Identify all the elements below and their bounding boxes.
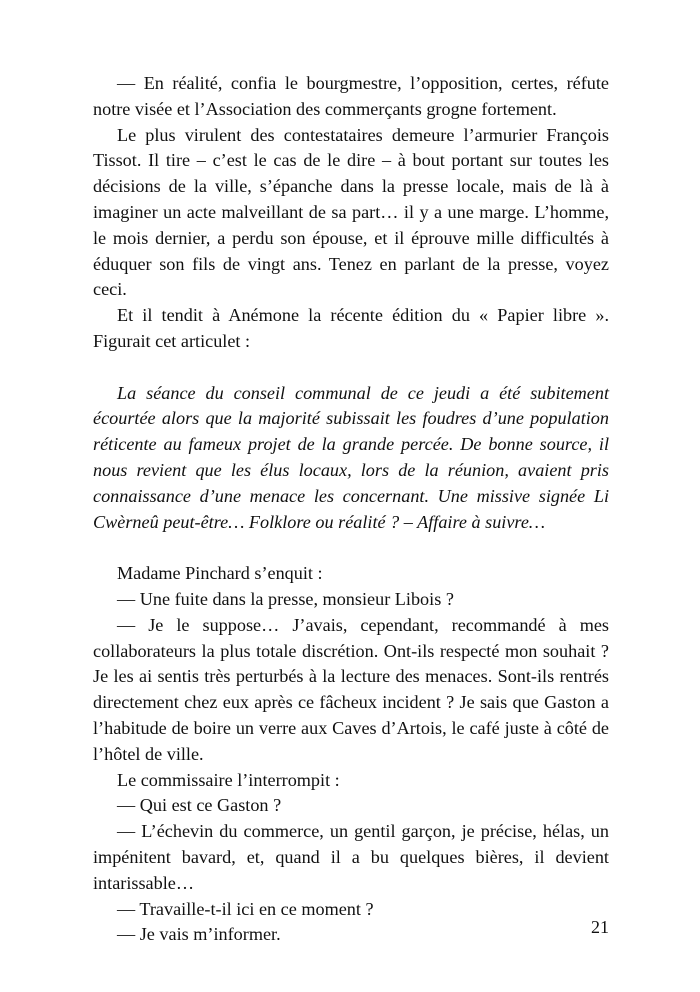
newspaper-excerpt: La séance du conseil communal de ce jeudi a été subitement écourtée alors que la majorité subissait les foudres d’une population réticente au fameux projet de la grande percée. De bonne source, il nous revient que les élus locaux, lors de la réunion, avaient pris connaissance d’une menace les concernant. Une missive signée Li Cwèrneû peut-être… Folklore ou réalité ? – Affaire à suivre… xyxy=(93,382,609,532)
body-text xyxy=(93,71,609,948)
blank-line xyxy=(93,535,609,561)
dialogue-line: — Travaille-t-il ici en ce moment ? xyxy=(117,898,374,919)
page-number: 21 xyxy=(591,917,609,937)
dialogue-line: — L’échevin du commerce, un gentil garçon, je précise, hélas, un impénitent bavard, et, quand il a bu quelques bières, il devient intarissable… xyxy=(93,821,609,893)
paragraph: Le plus virulent des contestataires demeure l’armurier François Tissot. Il tire – c’est le cas de le dire – à bout portant sur toutes les décisions de la ville, s’épanche dans la presse locale, mais de là à imaginer un acte malveillant de sa part… il y a une marge. L’homme, le mois dernier, a perdu son épouse, et il éprouve mille difficultés à éduquer son fils de vingt ans. Tenez en parlant de la presse, voyez ceci. xyxy=(93,124,609,300)
dialogue-line: — Une fuite dans la presse, monsieur Libois ? xyxy=(117,588,454,609)
blank-line xyxy=(93,355,609,381)
dialogue-line: — Qui est ce Gaston ? xyxy=(117,795,282,816)
paragraph: Madame Pinchard s’enquit : xyxy=(117,563,323,584)
dialogue-line: — Je vais m’informer. xyxy=(117,924,281,945)
paragraph: Et il tendit à Anémone la récente édition du « Papier libre ». Figurait cet articulet : xyxy=(93,305,609,351)
dialogue-line: — Je le suppose… J’avais, cependant, recommandé à mes collaborateurs la plus totale discrétion. Ont-ils respecté mon souhait ? Je les ai sentis très perturbés à la lecture des menaces. Sont-ils rentrés directement chez eux après ce fâcheux incident ? Je sais que Gaston a l’habitude de boire un verre aux Caves d’Artois, le café juste à côté de l’hôtel de ville. xyxy=(93,614,609,764)
paragraph: — En réalité, confia le bourgmestre, l’opposition, certes, réfute notre visée et l’Association des commerçants grogne fortement. xyxy=(93,73,609,119)
paragraph: Le commissaire l’interrompit : xyxy=(117,769,340,790)
